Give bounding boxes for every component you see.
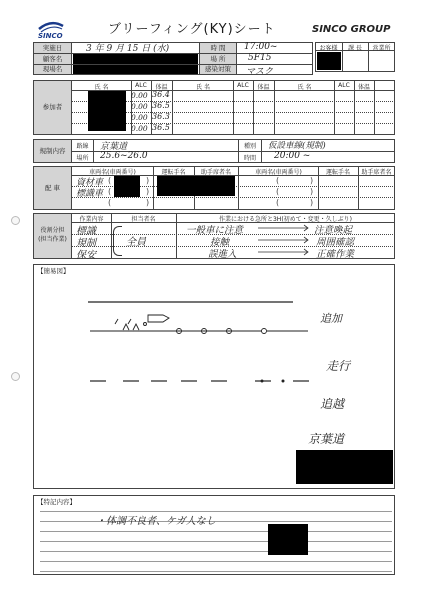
logo-text: SINCO (38, 32, 63, 40)
role-hazard: 誤進入 (208, 249, 237, 260)
role-work: 保安 (76, 250, 96, 261)
time-label: 時 間 (200, 43, 236, 53)
participant-temp: 36.3 (152, 112, 170, 121)
driver-header: 運転手名 (325, 169, 350, 176)
participant-temp: 36.4 (152, 90, 170, 99)
person-header: 担当者名 (131, 216, 156, 223)
vehicle-number-redaction (114, 176, 140, 197)
spot-label: 場所 (76, 155, 89, 162)
participant-alc-header: ALC (135, 82, 147, 89)
participant-temp: 36.5 (152, 123, 170, 132)
client-label: 顧客名 (34, 54, 71, 64)
lane-annotation: 追加 (320, 312, 342, 325)
participant-temp-header: 体温 (155, 84, 168, 91)
date-label: 実施日 (34, 43, 71, 53)
diagram-label: 【簡易図】 (37, 267, 70, 275)
participant-temp: 36.5 (152, 101, 170, 110)
vehicle-name: 標識車 (76, 189, 104, 199)
road-annotation: 京葉道 (308, 432, 345, 446)
kind-label: 種別 (243, 143, 256, 150)
route-label: 路線 (76, 143, 89, 150)
remarks-box (33, 495, 395, 575)
roles-label: 役割分担 (担当作業) (34, 214, 71, 258)
reg-time-value: 20:00 ~ (274, 151, 311, 161)
participants-label: 参加者 (34, 81, 71, 134)
vehicle-name-header: 車両名(車両番号) (255, 169, 302, 176)
work-header: 作業内容 (79, 216, 104, 223)
participant-name-header: 氏 名 (196, 84, 210, 91)
site-label: 現場名 (34, 65, 71, 74)
target-value: マスク (246, 67, 274, 77)
role-arrows (176, 222, 395, 258)
reg-time-label: 時間 (243, 155, 256, 162)
vehicle-name: 資材車 (76, 178, 104, 188)
punch-hole (11, 216, 20, 225)
participant-alc: 0.00 (131, 91, 148, 100)
punch-hole (11, 372, 20, 381)
hazard-header: 作業における急所と3H(初めて・変更・久しぶり) (218, 216, 352, 223)
role-hazard: 接触 (210, 237, 230, 248)
passenger-header: 助手席者名 (361, 169, 392, 176)
regulation-label: 規制内容 (34, 140, 71, 162)
place-value: 5F15 (248, 53, 272, 63)
sheet-title: ブリーフィング(KY)シート (108, 22, 276, 37)
role-work: 標識 (76, 226, 96, 237)
participant-name-header: 氏 名 (94, 84, 109, 91)
remarks-text: ・体調不良者、ケガ人なし (96, 516, 216, 527)
target-label: 感染対策 (200, 65, 236, 74)
bracket-mark (113, 226, 122, 256)
remarks-label: 【特記内容】 (37, 498, 76, 506)
signoff-manager-label: 課 長 (348, 45, 362, 52)
place-label: 場 所 (200, 54, 236, 64)
kind-value: 仮設車線(規制) (268, 141, 326, 151)
participant-alc: 0.00 (131, 102, 148, 111)
remarks-signature-redaction (268, 524, 308, 555)
route-value: 京葉道 (100, 142, 128, 152)
participant-alc: 0.00 (131, 124, 148, 133)
diagram-redaction (296, 450, 393, 484)
passenger-header: 助手席者名 (200, 169, 231, 176)
role-measure: 周囲確認 (316, 237, 355, 248)
signoff-customer-label: お客様 (319, 45, 338, 52)
role-measure: 正確作業 (316, 249, 355, 260)
site-redaction (73, 65, 198, 74)
participant-temp-header: 体温 (257, 84, 270, 91)
vehicles-label: 配 車 (34, 167, 71, 209)
date-value: 3 年 9 月 15 日 (水) (86, 44, 170, 54)
role-work: 規制 (76, 238, 96, 249)
group-logo: SINCO GROUP (312, 24, 391, 35)
participant-alc-header: ALC (338, 82, 350, 89)
spot-value: 25.6~26.0 (100, 151, 148, 161)
driver-name-redaction (157, 176, 235, 196)
participant-names-redaction (88, 91, 126, 131)
role-measure: 注意喚起 (314, 225, 353, 236)
role-person: 全員 (126, 237, 146, 248)
signoff-stamp-redaction (317, 52, 341, 70)
lane-annotation: 追越 (320, 397, 345, 411)
lane-annotation: 走行 (326, 359, 351, 373)
client-redaction (73, 54, 198, 64)
participant-temp-header: 体温 (357, 84, 370, 91)
driver-header: 運転手名 (161, 169, 186, 176)
signoff-office-label: 営業所 (372, 45, 391, 52)
role-hazard: 一般車に注意 (186, 225, 244, 236)
participant-alc-header: ALC (237, 82, 249, 89)
participant-alc: 0.00 (131, 113, 148, 122)
company-logo (36, 18, 66, 38)
time-value: 17:00~ (244, 42, 278, 52)
participant-name-header: 氏 名 (297, 84, 312, 91)
vehicle-name-header: 車両名(車両番号) (89, 169, 136, 176)
